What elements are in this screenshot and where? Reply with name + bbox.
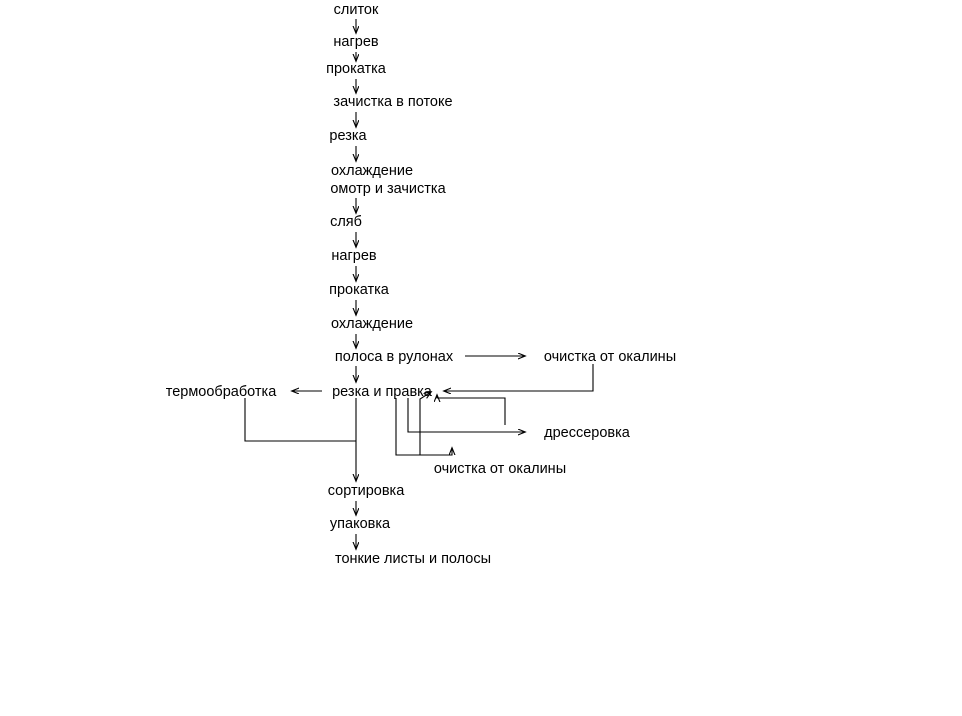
node-ochistka-ot-okaliny-1: очистка от окалины [543,349,677,365]
node-nagrev-1: нагрев [333,34,379,50]
edge-ochistka2-return [420,392,431,455]
edge-rezka-dresserovka [408,398,525,432]
node-termoobrabotka: термообработка [165,384,277,400]
node-rezka-i-pravka: резка и правка [332,384,432,400]
node-tonkie-listy-i-polosy: тонкие листы и полосы [334,551,492,567]
node-polosa-v-rulonah: полоса в рулонах [334,349,454,365]
node-nagrev-2: нагрев [331,248,377,264]
node-sortirovka: сортировка [327,483,405,499]
node-omotr-i-zachistka: омотр и зачистка [330,181,446,197]
node-ohlazhdenie-1: охлаждение [330,163,414,179]
node-slyab: сляб [330,214,362,230]
node-slitok: слиток [333,2,379,18]
edge-dresserovka-return [437,395,505,425]
node-prokatka-2: прокатка [329,282,389,298]
node-dresserovka: дрессеровка [544,425,630,441]
node-rezka: резка [329,128,367,144]
node-upakovka: упаковка [329,516,391,532]
node-zachistka-v-potoke: зачистка в потоке [333,94,453,110]
edge-rezka-ochistka2 [396,398,452,455]
node-ohlazhdenie-2: охлаждение [330,316,414,332]
node-prokatka-1: прокатка [326,61,386,77]
node-ochistka-ot-okaliny-2: очистка от окалины [433,461,567,477]
edge-ochistka-rezka-pravka [444,364,593,391]
edge-termoobrabotka-sortirovka [245,398,356,441]
